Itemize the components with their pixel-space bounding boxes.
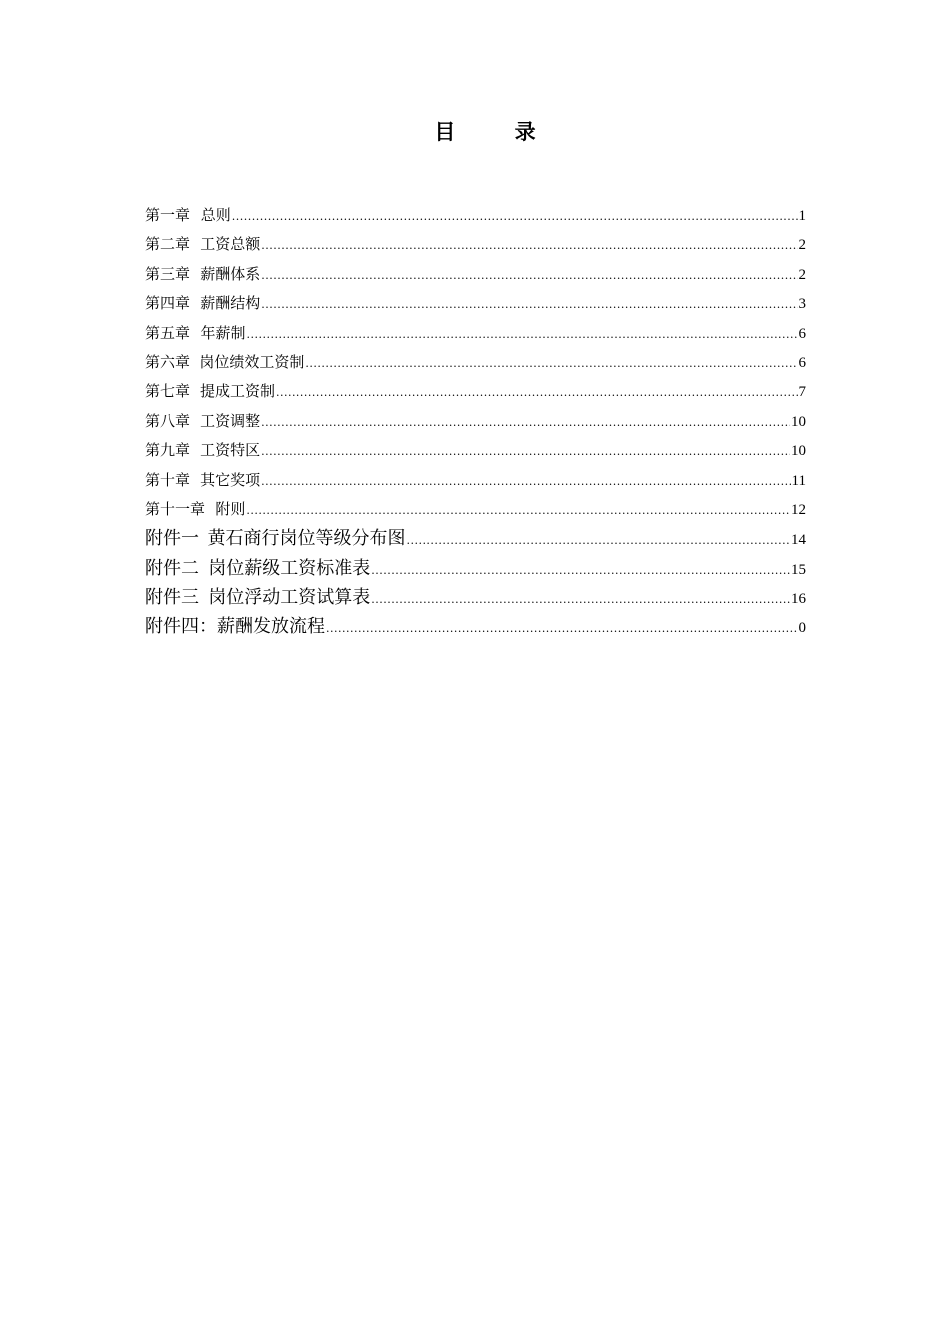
toc-entry-title: 薪酬发放流程 [217,616,325,638]
toc-entry-title: 工资调整 [200,411,261,430]
toc-leader [232,202,798,231]
toc-leader [246,496,790,525]
toc-entry[interactable] [145,260,806,289]
toc-leader [371,585,790,614]
toc-appendix-label: 附件二 [145,557,199,579]
toc-entry[interactable] [145,436,806,465]
toc-leader [305,349,797,378]
toc-chapter-label: 第四章 [145,294,191,313]
toc-chapter-label: 第三章 [145,264,191,283]
toc-entry[interactable] [145,348,806,377]
toc-leader [326,614,798,643]
toc-leader [261,290,797,319]
toc-appendix-label: 附件一 [145,528,199,550]
toc-leader [261,467,790,496]
toc-page-number: 11 [791,472,806,489]
toc-entry-title: 薪酬结构 [200,294,261,313]
toc-entry[interactable] [145,407,806,436]
toc-entry[interactable] [145,377,806,406]
toc-entry[interactable] [145,289,806,318]
toc-entry[interactable] [145,466,806,495]
toc-entry-title: 岗位浮动工资试算表 [208,587,371,609]
toc-page-number: 7 [798,384,806,401]
toc-page-number: 2 [798,266,806,283]
toc-chapter-label: 第十章 [145,470,191,489]
toc-entry-title: 工资总额 [200,235,261,254]
toc-page-number: 12 [791,501,806,518]
toc-page-number: 1 [798,208,806,224]
toc-chapter-label: 第五章 [145,323,191,342]
toc-entry-title: 岗位薪级工资标准表 [208,557,371,579]
toc-page-number: 10 [791,413,806,430]
toc-appendix-entry[interactable] [145,612,806,641]
toc-entry[interactable] [145,201,806,230]
toc-appendix-entry[interactable] [145,524,806,553]
toc-entry[interactable] [145,495,806,524]
toc-entry-title: 黄石商行岗位等级分布图 [207,528,406,550]
toc-entry-title: 岗位绩效工资制 [199,352,305,371]
toc-leader [261,408,790,437]
toc-entry-title: 年薪制 [200,323,246,342]
toc-chapter-label: 第一章 [145,206,191,224]
toc-page-number: 0 [798,620,806,637]
toc-title: 目 录 [434,119,562,144]
toc-leader [406,526,790,555]
toc-appendix-entry[interactable] [145,583,806,612]
toc-chapter-label: 第六章 [145,352,191,371]
toc-appendix-label: 附件三 [145,587,199,609]
toc-chapter-label: 第九章 [145,441,191,460]
toc-entry-title: 总则 [200,206,231,224]
toc-entry[interactable] [145,319,806,348]
toc-entry-title: 工资特区 [200,441,261,460]
toc-chapter-label: 第八章 [145,411,191,430]
toc-entry[interactable] [145,230,806,259]
toc-chapter-label: 第二章 [145,235,191,254]
toc-leader [261,261,797,290]
toc-entry-title: 附则 [215,499,246,518]
toc-leader [371,556,790,585]
toc-page-number: 15 [791,561,806,578]
toc-leader [261,231,797,260]
toc-leader [261,437,790,466]
toc-page-number: 16 [791,591,806,608]
toc-entry-title: 提成工资制 [199,382,275,401]
toc-appendix-entry[interactable] [145,554,806,583]
toc-page-number: 10 [791,443,806,460]
toc-appendix-label: 附件四： [145,616,217,638]
toc-list [145,201,806,642]
toc-chapter-label: 第七章 [145,382,191,401]
toc-page-number: 2 [798,237,806,254]
toc-page-number: 14 [791,532,806,549]
toc-entry-title: 其它奖项 [200,470,261,489]
toc-leader [247,320,798,349]
toc-entry-title: 薪酬体系 [200,264,261,283]
toc-page-number: 6 [798,354,806,371]
toc-page-number: 3 [798,296,806,313]
toc-chapter-label: 第十一章 [145,499,206,518]
toc-page-number: 6 [798,325,806,342]
toc-leader [276,378,798,407]
